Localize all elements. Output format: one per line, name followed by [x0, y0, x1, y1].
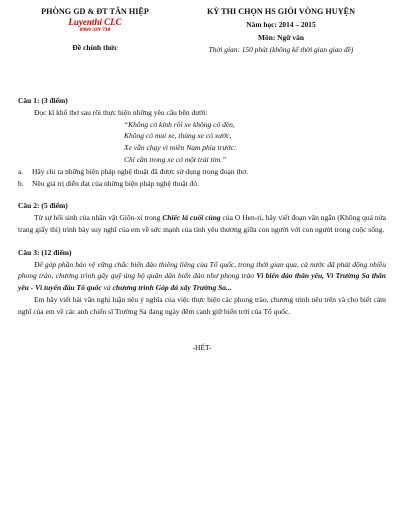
q3-prompt — [18, 259, 386, 294]
item-text: Nêu giá trị diễn đạt của những biện pháp nghệ thuật đó. — [32, 178, 199, 188]
end-marker: -HẾT- — [192, 342, 212, 352]
item-label: a. — [18, 166, 24, 176]
exam-time: Thời gian: 150 phút (không kể thời gian giao đề) — [208, 45, 354, 54]
poem-line: “Không có kính rồi xe không có đèn, — [124, 119, 235, 129]
q3-text-part: và — [101, 283, 113, 293]
q1-intro: Đọc kĩ khổ thơ sau rồi thực hiện những yêu cầu bên dưới: — [34, 107, 208, 117]
poem — [124, 119, 386, 166]
q3-task: Em hãy viết bài văn nghị luận nêu ý nghĩa của việc thực hiện các phong trào, chương trình nêu trên và cho biết cảm nghĩ của em về các anh chiến sĩ Trường Sa đang ngày đêm canh giữ biển trời của Tổ quốc. — [18, 294, 386, 316]
q3-title: Câu 3: (12 điểm) — [18, 247, 72, 257]
school-year: Năm học: 2014 – 2015 — [246, 20, 316, 29]
q2-text — [18, 212, 386, 236]
q1-title: Câu 1: (3 điểm) — [18, 96, 68, 105]
header-right — [170, 6, 392, 54]
exam-title: KỲ THI CHỌN HS GIỎI VÒNG HUYỆN — [206, 7, 355, 16]
q1-item-b — [18, 178, 386, 190]
q2-title: Câu 2: (5 điểm) — [18, 201, 68, 211]
q1-item-a — [18, 166, 386, 178]
exam-body — [18, 95, 386, 353]
q2-text-part: của O Hen-ri, hãy viết đoạn văn ngắn (Không quá nửa trang giấy thi) trình bày suy nghĩ của em về sức mạnh của tình yêu thương giữa con người với con người trong cuộc sống. — [18, 213, 386, 234]
program-name: chương trình Góp đá xây Trường Sa... — [112, 283, 232, 293]
poem-line: Không có mui xe, thùng xe có xước, — [124, 131, 232, 141]
poem-line: Chỉ cần trong xe có một trái tim.” — [124, 154, 227, 164]
department-name: PHÒNG GD & ĐT TÂN HIỆP — [41, 7, 149, 16]
subject: Môn: Ngữ văn — [258, 33, 304, 42]
item-label: b. — [18, 178, 24, 188]
q2-text-part: Từ sự hối sinh của nhân vật Giôn-xi trong — [34, 213, 163, 223]
work-title: Chiếc lá cuối cùng — [162, 213, 221, 223]
official-label: Đề chính thức — [72, 43, 118, 52]
stamp-phone: 0969 339 738 — [79, 27, 111, 33]
poem-line: Xe vẫn chạy vì miền Nam phía trước: — [124, 143, 237, 153]
item-text: Hãy chỉ ra những biện pháp nghệ thuật đã được sử dụng trong đoạn thơ. — [32, 166, 249, 176]
campaign-name: Vì biển đảo thân yêu, Vì Trường Sa thân yêu - Vì tuyến đầu Tổ quốc — [18, 271, 386, 293]
header-left — [20, 6, 170, 52]
stamp-name: Luyenthi CLC — [68, 17, 122, 27]
q3-text-part: Để góp phần bảo vệ vững chắc biển đảo thiêng liêng của Tổ quốc, trong thời gian qua, cả nước đã phát động nhiều phong trào, chương trình gây quỹ ủng hộ quân dân biển đảo như phong trào — [18, 259, 386, 281]
